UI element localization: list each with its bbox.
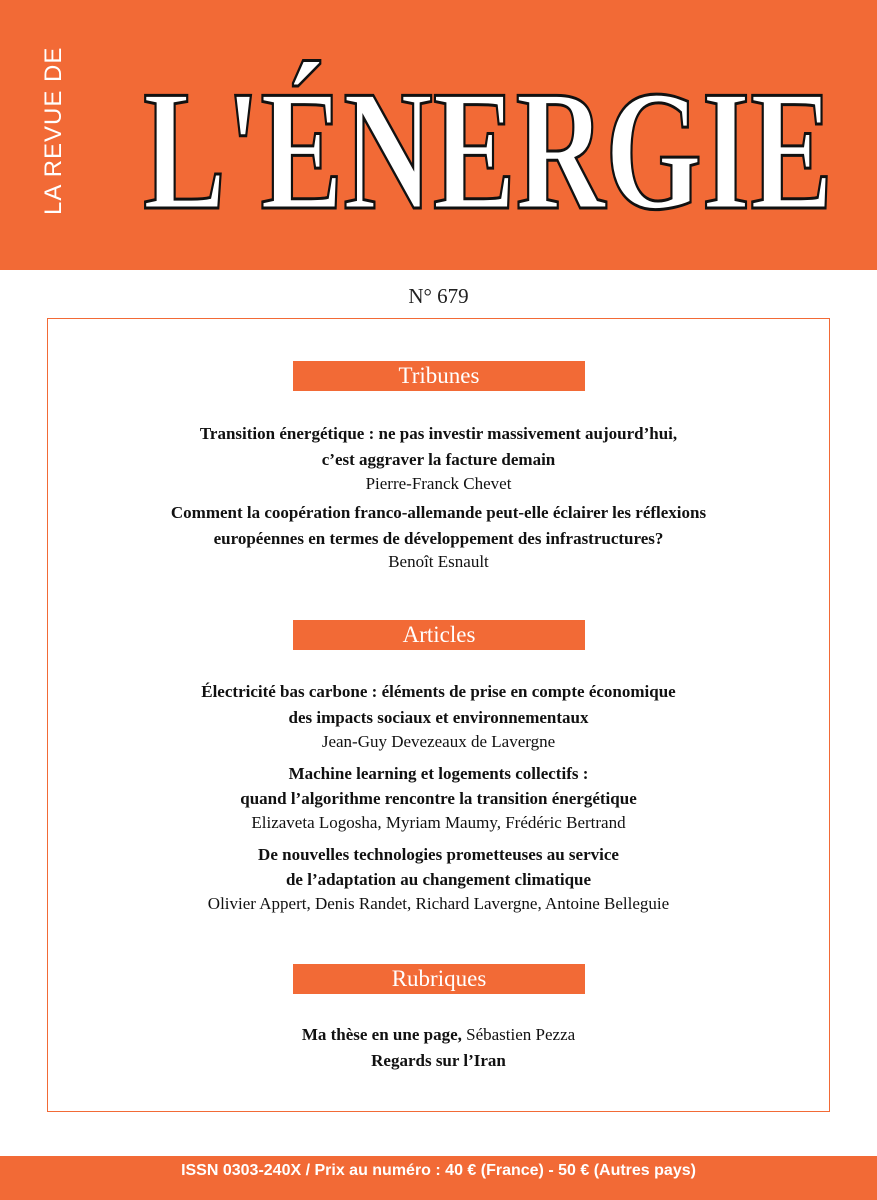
article-title: De nouvelles technologies prometteuses au service <box>258 845 619 864</box>
section-header-articles: Articles <box>293 620 585 650</box>
section-header-tribunes: Tribunes <box>293 361 585 391</box>
series-label: LA REVUE DE <box>40 46 67 215</box>
article-title: Transition énergétique : ne pas investir massivement aujourd’hui, <box>199 424 678 443</box>
article-title: Comment la coopération franco-allemande peut-elle éclairer les réflexions <box>170 503 707 522</box>
article-authors: Olivier Appert, Denis Randet, Richard Lavergne, Antoine Belleguie <box>207 894 670 913</box>
journal-title: L'ÉNERGIE <box>143 58 833 228</box>
article-title: européennes en termes de développement des infrastructures? <box>213 529 664 548</box>
footer-issn-price: ISSN 0303-240X / Prix au numéro : 40 € (France) - 50 € (Autres pays) <box>0 1156 877 1200</box>
article-authors: Benoît Esnault <box>388 552 489 571</box>
rubrique-title: Ma thèse en une page, <box>301 1025 462 1044</box>
article-title: quand l’algorithme rencontre la transition énergétique <box>240 789 637 808</box>
article-authors: Elizaveta Logosha, Myriam Maumy, Frédéric Bertrand <box>251 813 626 832</box>
article-title: Électricité bas carbone : éléments de prise en compte économique <box>201 682 676 701</box>
article-title: des impacts sociaux et environnementaux <box>288 708 589 727</box>
journal-title-logo <box>138 58 838 228</box>
article-title: c’est aggraver la facture demain <box>321 450 556 469</box>
header-banner <box>0 0 877 270</box>
section-header-rubriques: Rubriques <box>293 964 585 994</box>
article-title: de l’adaptation au changement climatique <box>285 870 592 889</box>
rubrique-title: Regards sur l’Iran <box>371 1051 506 1070</box>
rubrique-item <box>0 1025 877 1045</box>
article-authors: Pierre-Franck Chevet <box>365 474 512 493</box>
article-title: Machine learning et logements collectifs : <box>288 764 589 783</box>
article-authors: Jean-Guy Devezeaux de Lavergne <box>321 732 556 751</box>
rubrique-author: Sébastien Pezza <box>461 1025 576 1044</box>
issue-number: N° 679 <box>408 284 469 308</box>
